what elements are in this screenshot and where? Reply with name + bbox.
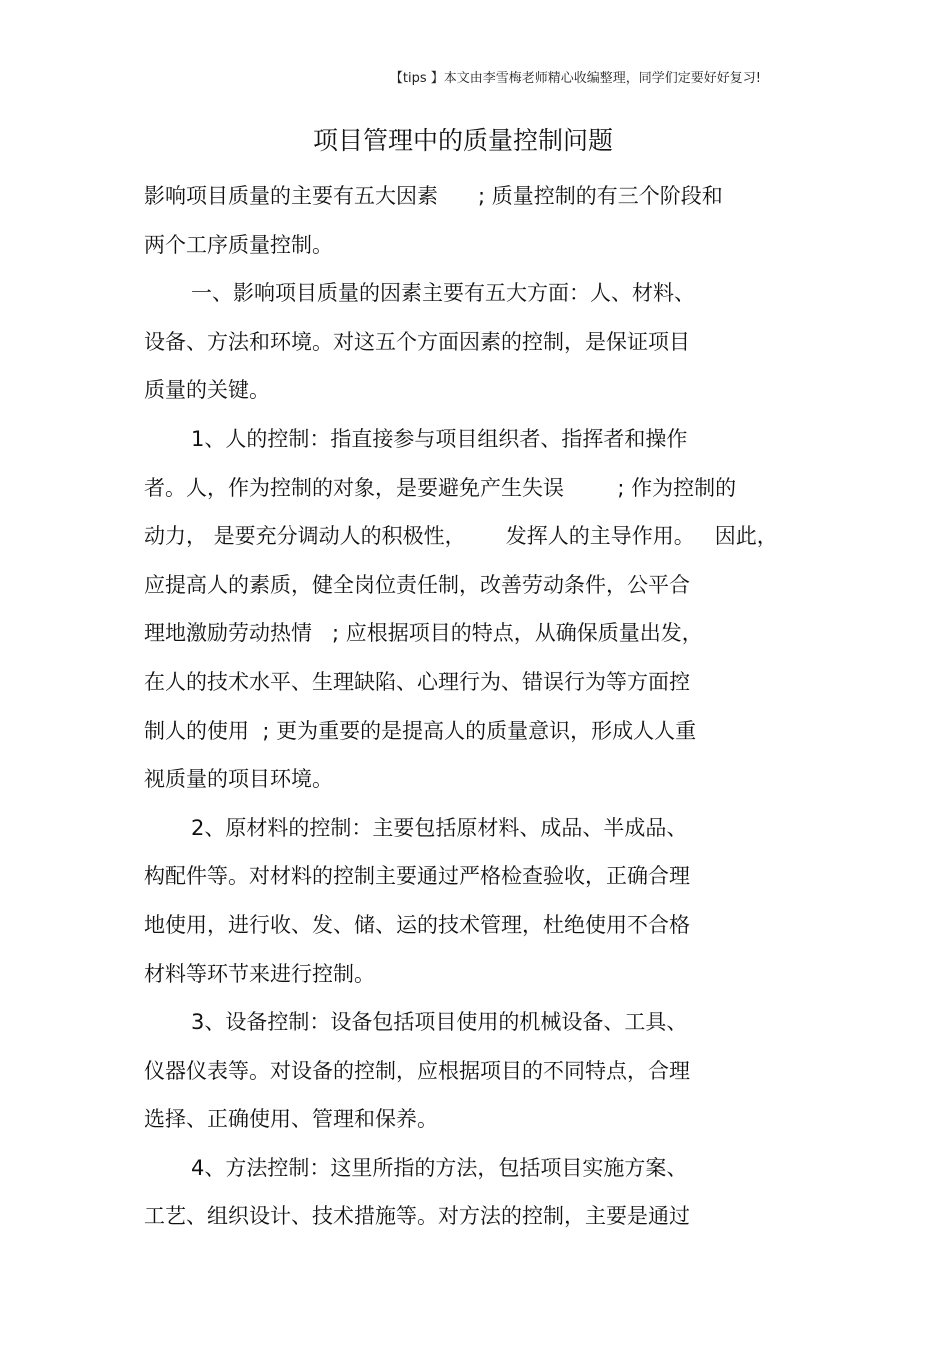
text-line: 两个工序质量控制。 <box>144 232 333 257</box>
tips-note: 【tips 】本文由李雪梅老师精心收编整理，同学们定要好好复习! <box>389 71 761 86</box>
text-line: 制人的使用 ; 更为重要的是提高人的质量意识，形成人人重 <box>144 718 697 743</box>
text-line: 仪器仪表等。对设备的控制，应根据项目的不同特点，合理 <box>144 1058 690 1083</box>
text-line: 者。人，作为控制的对象，是要避免产生失误 ; 作为控制的 <box>144 475 737 500</box>
text-line: 2、原材料的控制：主要包括原材料、成品、半成品、 <box>191 815 688 840</box>
text-line: 工艺、组织设计、技术措施等。对方法的控制，主要是通过 <box>144 1204 690 1229</box>
text-line: 地使用，进行收、发、储、运的技术管理，杜绝使用不合格 <box>144 912 690 937</box>
text-line: 选择、正确使用、管理和保养。 <box>144 1107 438 1132</box>
document-title: 项目管理中的质量控制问题 <box>312 126 613 155</box>
text-line: 在人的技术水平、生理缺陷、心理行为、错误行为等方面控 <box>144 669 690 694</box>
text-line: 理地激励劳动热情 ; 应根据项目的特点，从确保质量出发， <box>144 621 703 646</box>
text-line: 设备、方法和环境。对这五个方面因素的控制，是保证项目 <box>144 329 690 354</box>
text-line: 构配件等。对材料的控制主要通过严格检查验收，正确合理 <box>144 864 690 889</box>
text-line: 视质量的项目环境。 <box>144 767 333 792</box>
text-line: 1、人的控制：指直接参与项目组织者、指挥者和操作 <box>191 426 688 451</box>
text-line: 3、设备控制：设备包括项目使用的机械设备、工具、 <box>191 1010 688 1035</box>
text-line: 质量的关键。 <box>144 378 270 403</box>
text-line: 动力， 是要充分调动人的积极性， 发挥人的主导作用。 因此， <box>144 524 778 549</box>
text-line: 一、影响项目质量的因素主要有五大方面：人、材料、 <box>191 281 695 306</box>
text-line: 材料等环节来进行控制。 <box>144 961 375 986</box>
document-body <box>144 180 824 1249</box>
text-line: 4、方法控制：这里所指的方法，包括项目实施方案、 <box>191 1155 688 1180</box>
text-line: 影响项目质量的主要有五大因素 ; 质量控制的有三个阶段和 <box>144 184 723 208</box>
text-line: 应提高人的素质，健全岗位责任制，改善劳动条件，公平合 <box>144 572 690 597</box>
